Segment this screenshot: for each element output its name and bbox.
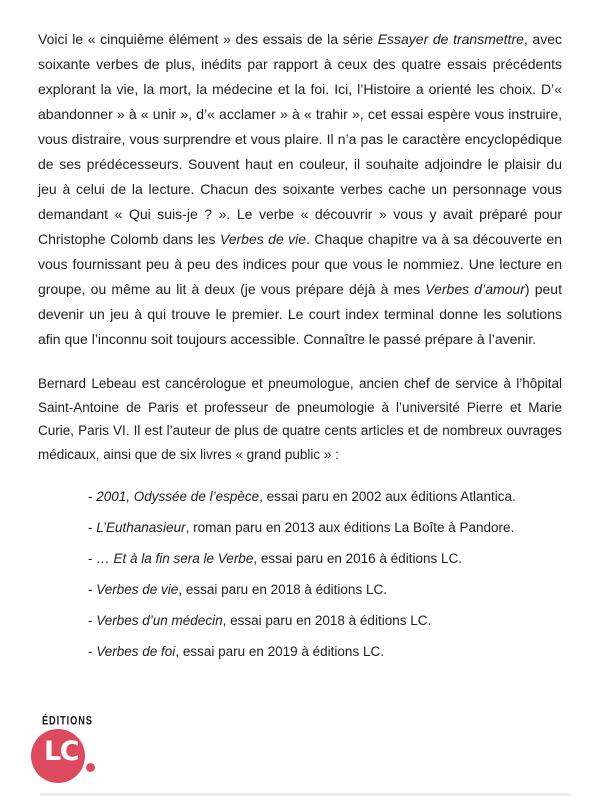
intro-text-segment: , avec soixante verbes de plus, inédits par rapport à ceux des quatre essais précédents explorant la vie, la mort, la médecine et la foi. Ici, l’Histoire a orienté les choix. D’« abandonner » à « unir », d’« acclamer » à « trahir », cet essai espère vous instruire, vous distraire, vous surprendre et vous plaire. Il n’a pas le caractère encyclopédique de ses prédécesseurs. Souvent haut en couleur, il souhaite adjoindre le plaisir du jeu à celui de la lecture. Chacun des soixante verbes cache un personnage vous demandant « Qui suis-je ? ». Le verbe « découvrir » vous y avait préparé pour Christophe Colomb dans les — [38, 31, 562, 247]
book-title-italic: Verbes de foi — [96, 644, 176, 659]
bibliography-item — [88, 579, 562, 600]
author-bio-paragraph — [38, 372, 562, 466]
bibliography-item — [88, 548, 562, 569]
book-details: , roman paru en 2013 aux éditions La Boîte à Pandore. — [185, 520, 515, 535]
book-title-italic: L’Euthanasieur — [96, 520, 186, 535]
intro-text-segment: . Chaque chapitre va à sa découverte en vous fournissant peu à peu des indices pour que vous le nommiez. Une lecture en groupe, ou même au lit à deux (je vous prépare déjà à mes — [38, 231, 562, 297]
bibliography-item — [88, 641, 562, 662]
bibliography-list — [38, 480, 562, 662]
book-title-italic: Verbes de vie — [96, 582, 179, 597]
list-dash: - — [88, 520, 97, 535]
bio-text: Bernard Lebeau est cancérologue et pneumologue, ancien chef de service à l’hôpital Saint-Antoine de Paris et professeur de pneumologie à l’université Pierre et Marie Curie, Paris VI. Il est l’auteur de plus de quatre cents articles et de nombreux ouvrages médicaux, ainsi que de six livres « grand public » : — [38, 376, 562, 462]
list-dash: - — [88, 551, 97, 566]
bibliography-item — [88, 610, 562, 631]
bibliography-item — [88, 517, 562, 538]
logo-dot-icon — [86, 763, 95, 772]
logo-lc-monogram: LC — [43, 735, 79, 767]
book-details: , essai paru en 2016 à éditions LC. — [253, 551, 462, 566]
book-title-italic: … Et à la fin sera le Verbe — [96, 551, 254, 566]
book-title-italic: Verbes d’un médecin — [96, 613, 223, 628]
list-dash: - — [88, 582, 97, 597]
list-dash: - — [88, 644, 97, 659]
logo-red-circle-icon — [31, 729, 85, 783]
book-title-italic: Verbes d’amour — [425, 281, 525, 297]
book-details: , essai paru en 2002 aux éditions Atlantica. — [259, 489, 516, 504]
bibliography-item — [88, 486, 562, 507]
book-details: , essai paru en 2018 à éditions LC. — [178, 582, 387, 597]
intro-paragraph — [38, 27, 562, 352]
book-title-italic: 2001, Odyssée de l’espèce — [96, 489, 260, 504]
book-title-italic: Verbes de vie — [219, 231, 307, 247]
list-dash: - — [88, 613, 97, 628]
logo-editions-label: ÉDITIONS — [42, 715, 93, 729]
book-details: , essai paru en 2019 à éditions LC. — [175, 644, 384, 659]
series-title-italic: Essayer de transmettre — [377, 31, 524, 47]
text-block — [38, 27, 562, 672]
intro-text-segment: Voici le « cinquième élément » des essais de la série — [38, 31, 378, 47]
intro-text-segment: ) peut devenir un jeu à qui trouve le premier. Le court index terminal donne les solutions afin que l’inconnu soit toujours accessible. Connaître le passé prépare à l’avenir. — [38, 281, 562, 347]
editions-lc-logo — [31, 715, 111, 791]
book-details: , essai paru en 2018 à éditions LC. — [222, 613, 432, 628]
list-dash: - — [88, 489, 97, 504]
